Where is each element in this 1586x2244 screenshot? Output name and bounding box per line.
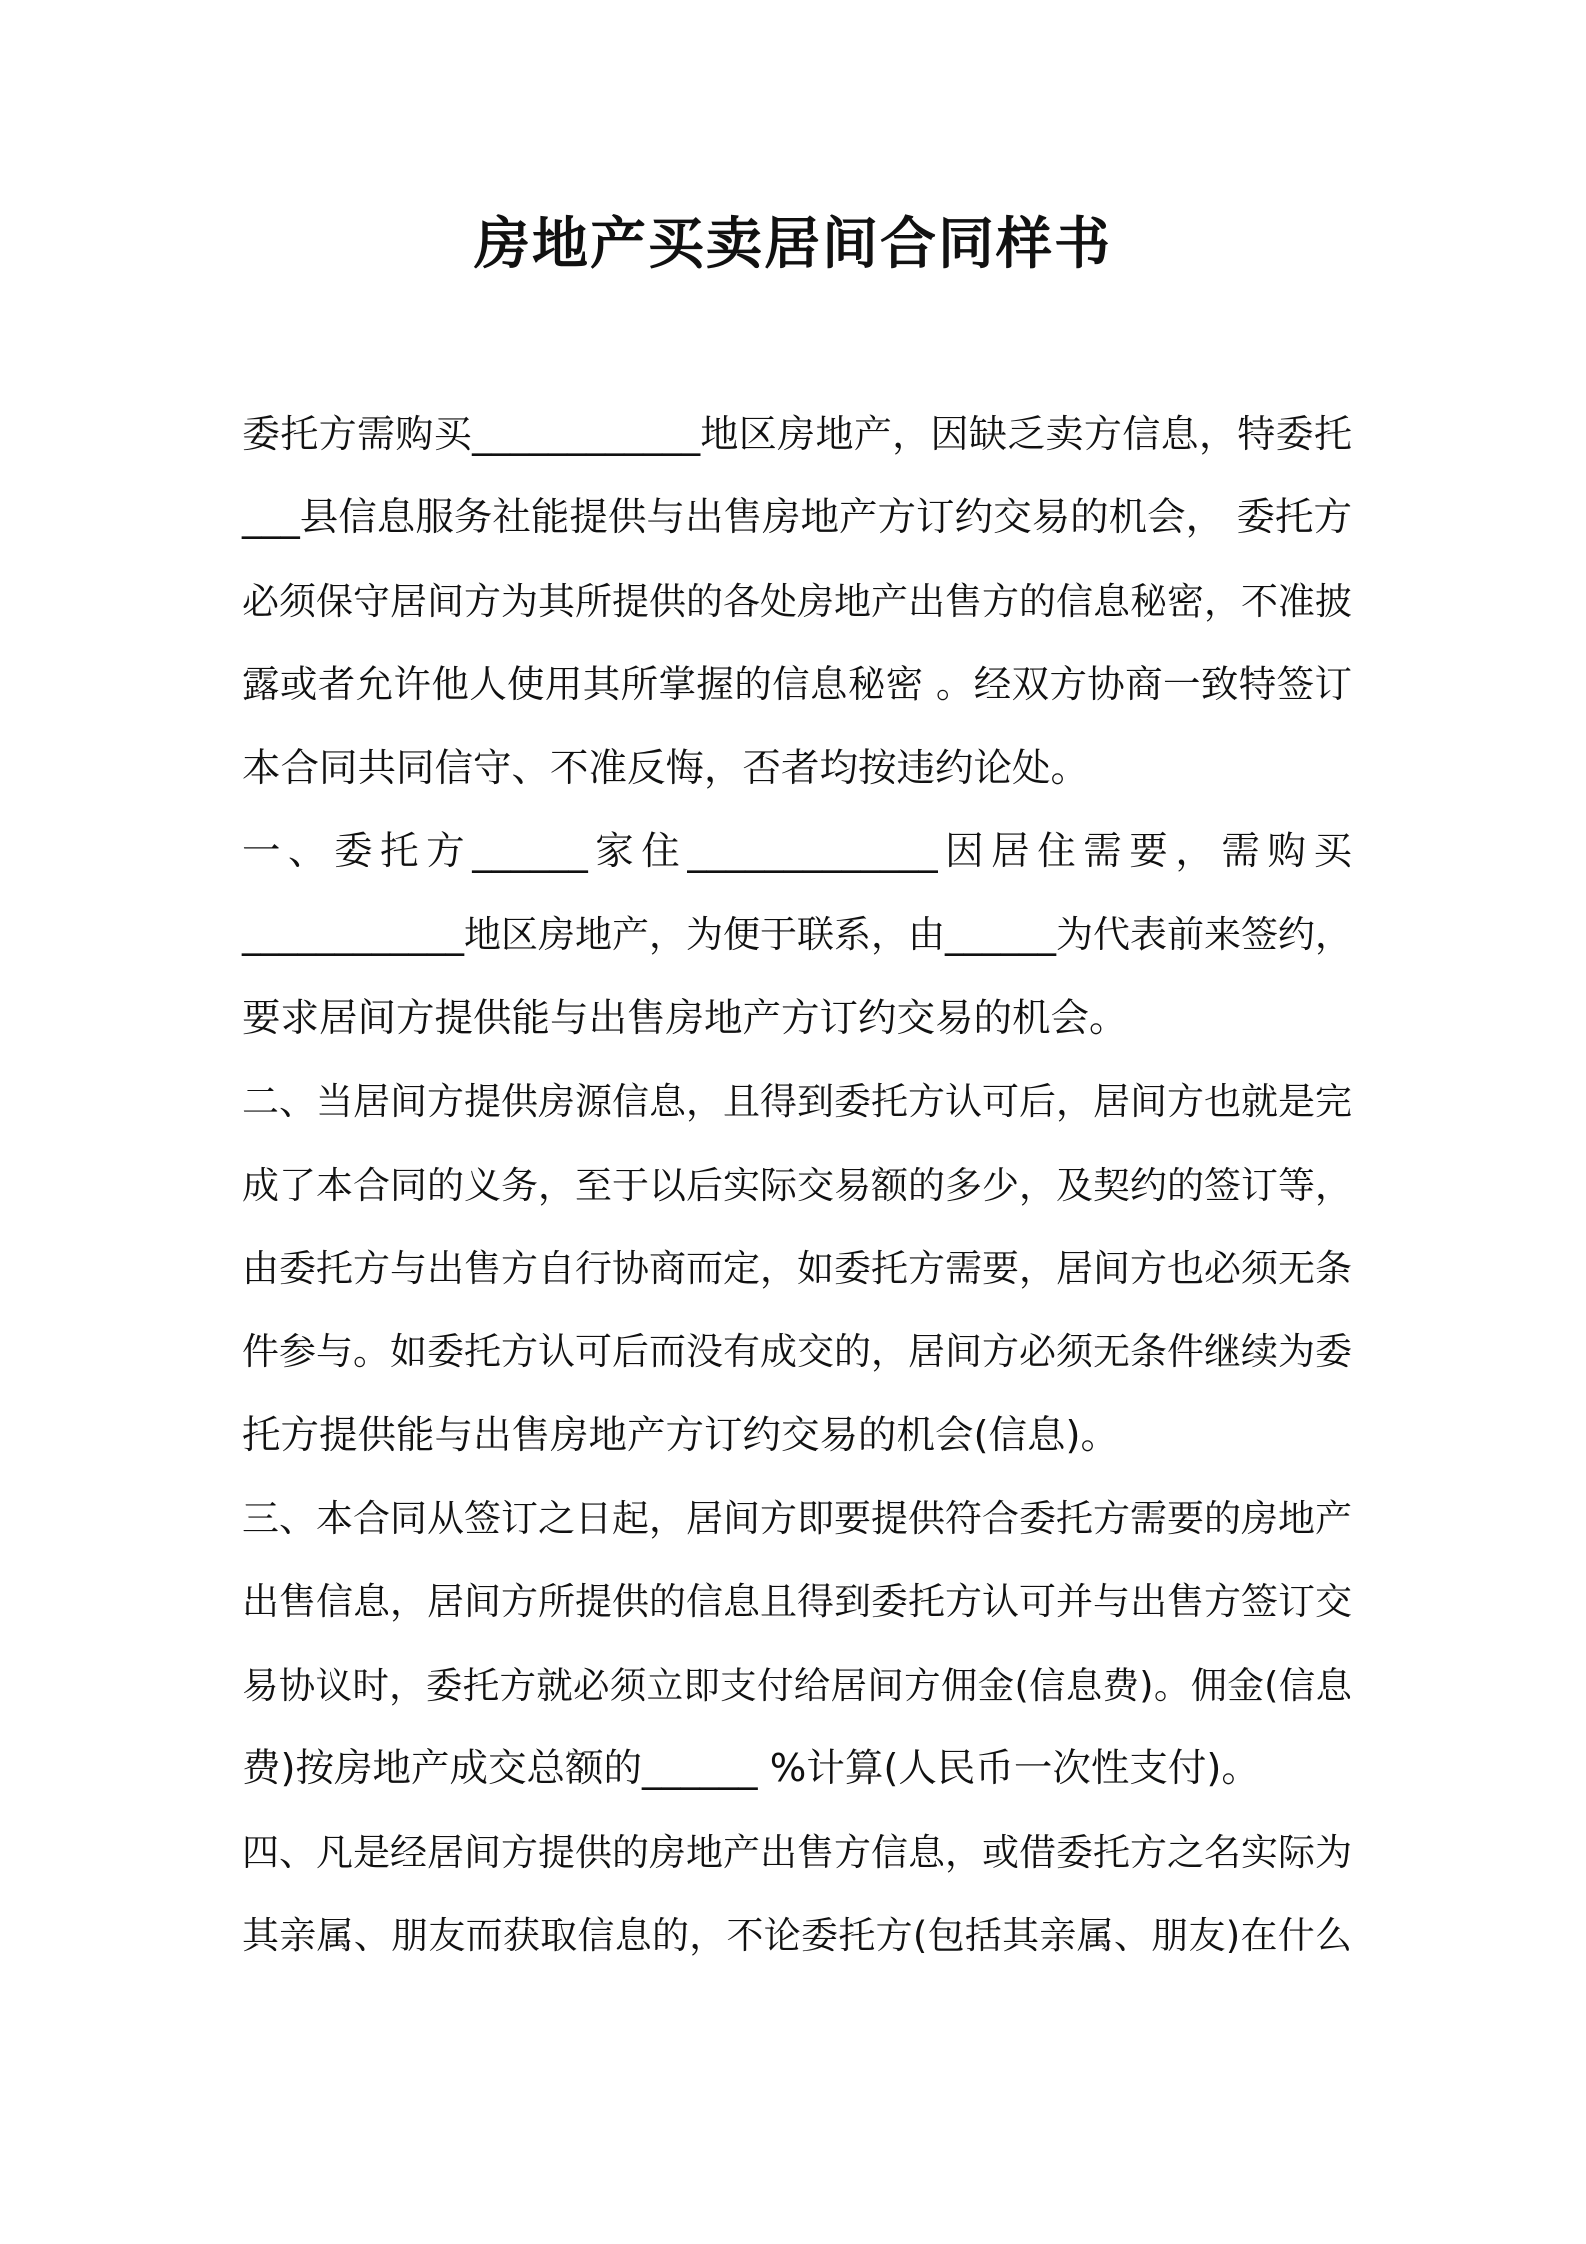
text-line: 费)按房地产成交总额的______ %计算(人民币一次性支付)。 [242, 1746, 1260, 1792]
text-line: 三、本合同从签订之日起，居间方即要提供符合委托方需要的房地产 [242, 1497, 1352, 1541]
text-line: 件参与。如委托方认可后而没有成交的，居间方必须无条件继续为委 [242, 1330, 1352, 1374]
text-line: 易协议时，委托方就必须立即支付给居间方佣金(信息费)。佣金(信息 [242, 1663, 1352, 1707]
text-line: 其亲属、朋友而获取信息的，不论委托方(包括其亲属、朋友)在什么 [242, 1914, 1352, 1958]
text-line: 要求居间方提供能与出售房地产方订约交易的机会。 [242, 995, 1128, 1041]
text-line: 成了本合同的义务，至于以后实际交易额的多少，及契约的签订等， [242, 1163, 1352, 1207]
text-line: 四、凡是经居间方提供的房地产出售方信息，或借委托方之名实际为 [242, 1830, 1352, 1874]
text-line: 出售信息，居间方所提供的信息且得到委托方认可并与出售方签订交 [242, 1580, 1352, 1624]
document-title: 房地产买卖居间合同样书 [474, 212, 1112, 277]
text-line: ___县信息服务社能提供与出售房地产方订约交易的机会， 委托方 [242, 495, 1352, 541]
text-line: 二、当居间方提供房源信息，且得到委托方认可后，居间方也就是完 [242, 1080, 1352, 1124]
text-line: 托方提供能与出售房地产方订约交易的机会(信息)。 [242, 1412, 1120, 1458]
text-line: 露或者允许他人使用其所掌握的信息秘密 。经双方协商一致特签订 [242, 662, 1352, 707]
text-line: 委托方需购买____________地区房地产，因缺乏卖方信息，特委托 [242, 412, 1352, 456]
text-line: 由委托方与出售方自行协商而定，如委托方需要，居间方也必须无条 [242, 1246, 1352, 1290]
text-line: 本合同共同信守、不准反悔，否者均按违约论处。 [242, 745, 1090, 791]
document-body [242, 393, 1352, 1977]
text-line: 一、委托方______家住_____________因居住需要，需购买 [242, 828, 1352, 874]
text-line: 必须保守居间方为其所提供的各处房地产出售方的信息秘密，不准披 [242, 579, 1352, 623]
text-line: ____________地区房地产，为便于联系，由______为代表前来签约， [242, 913, 1352, 957]
